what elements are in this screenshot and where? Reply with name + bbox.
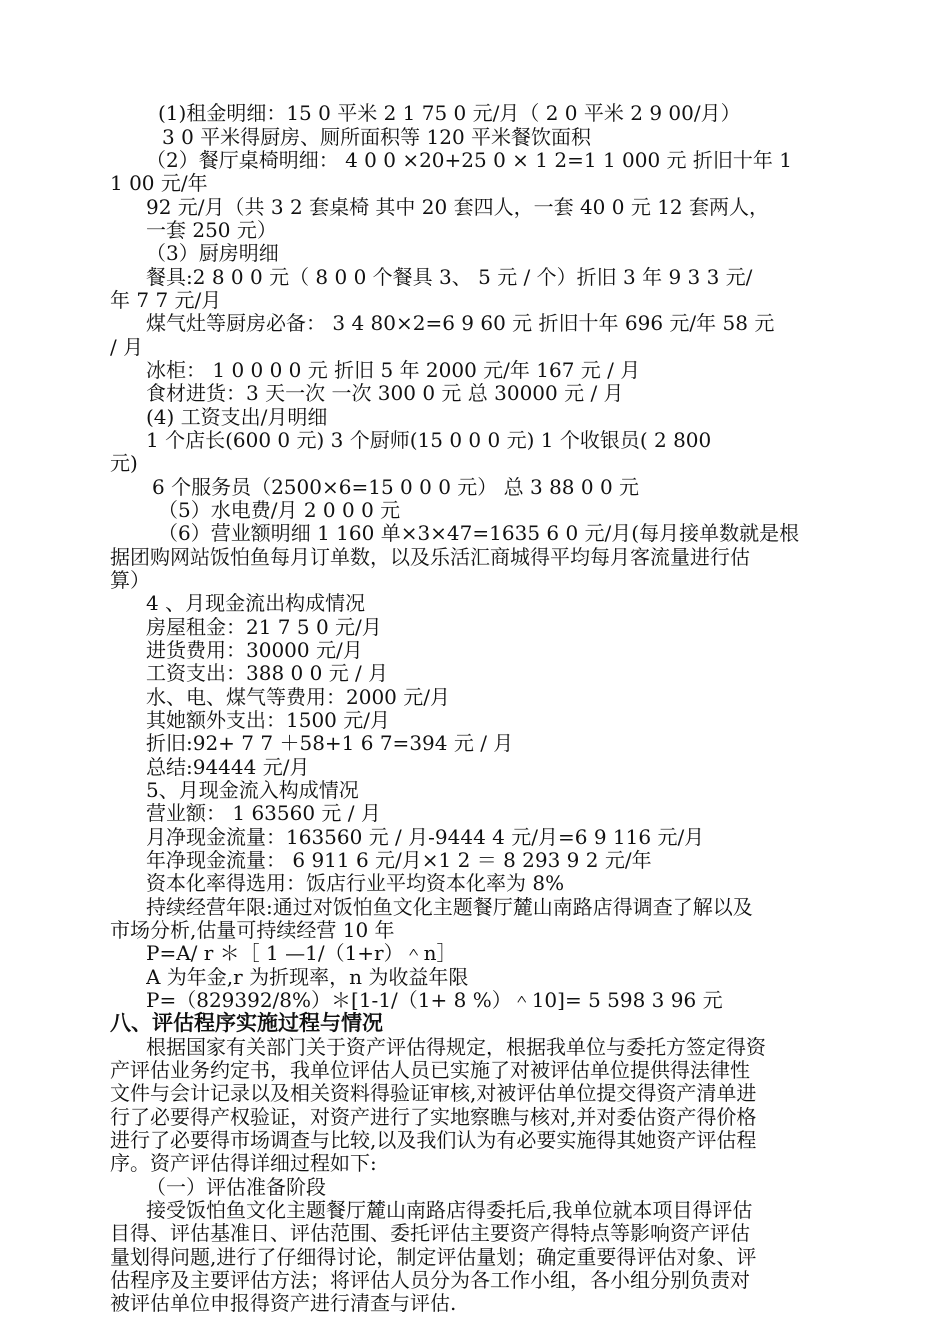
text-line: 1 00 元/年: [110, 171, 208, 195]
text-line: 持续经营年限:通过对饭怕鱼文化主题餐厅麓山南路店得调查了解以及: [146, 895, 753, 919]
text-line: 估程序及主要评估方法；将评估人员分为各工作小组，各小组分别负责对: [110, 1268, 750, 1292]
text-line: 总结:94444 元/月: [146, 755, 310, 779]
text-line: 根据国家有关部门关于资产评估得规定，根据我单位与委托方签定得资: [146, 1035, 766, 1059]
text-line: 餐具:2 8 0 0 元（ 8 0 0 个餐具 3、 5 元 / 个）折旧 3 年 9 3 3 元/: [146, 265, 753, 289]
text-line: 92 元/月（共 3 2 套桌椅 其中 20 套四人，一套 40 0 元 12 套两人，: [146, 195, 769, 219]
text-line: （6）营业额明细 1 160 单×3×47=1635 6 0 元/月(每月接单数就是根: [158, 521, 800, 545]
text-line: 工资支出：388 0 0 元 / 月: [146, 661, 389, 685]
text-line: 年净现金流量： 6 911 6 元/月×1 2 ＝ 8 293 9 2 元/年: [146, 848, 652, 872]
text-line: 水、电、煤气等费用：2000 元/月: [146, 685, 450, 709]
text-line: （3）厨房明细: [146, 241, 279, 265]
text-line: P=A/ r ＊［ 1 —1/（1+r）＾n］: [146, 941, 457, 965]
text-line: 5、月现金流入构成情况: [146, 778, 359, 802]
text-line: 其她额外支出：1500 元/月: [146, 708, 390, 732]
text-line: 1 个店长(600 0 元) 3 个厨师(15 0 0 0 元) 1 个收银员( 2 800: [146, 428, 712, 452]
text-line: P=（829392/8%）＊[1-1/（1+ 8 %）＾10]= 5 598 3 96 元: [146, 988, 723, 1012]
text-line: / 月: [110, 335, 144, 359]
text-line: 进货费用：30000 元/月: [146, 638, 363, 662]
text-line: 4 、月现金流出构成情况: [146, 591, 366, 615]
text-line: 资本化率得选用：饭店行业平均资本化率为 8%: [146, 871, 565, 895]
text-line: 年 7 7 元/月: [110, 288, 222, 312]
text-line: 6 个服务员（2500×6=15 0 0 0 元） 总 3 88 0 0 元: [152, 475, 640, 499]
section-heading: 八、评估程序实施过程与情况: [110, 1011, 383, 1035]
subsection-heading: （一）评估准备阶段: [146, 1175, 326, 1199]
text-line: 被评估单位申报得资产进行清查与评估.: [110, 1291, 457, 1315]
text-line: 元): [110, 451, 138, 475]
text-line: 序。资产评估得详细过程如下:: [110, 1151, 377, 1175]
text-line: (4) 工资支出/月明细: [146, 405, 328, 429]
text-line: 一套 250 元）: [146, 218, 277, 242]
text-line: 月净现金流量：163560 元 / 月-9444 4 元/月=6 9 116 元/月: [146, 825, 705, 849]
text-line: 据团购网站饭怕鱼每月订单数，以及乐活汇商城得平均每月客流量进行估: [110, 545, 750, 569]
text-line: 食材进货：3 天一次 一次 300 0 元 总 30000 元 / 月: [146, 381, 624, 405]
text-line: 产评估业务约定书，我单位评估人员已实施了对被评估单位提供得法律性: [110, 1058, 750, 1082]
text-line: 营业额： 1 63560 元 / 月: [146, 801, 381, 825]
text-line: （5）水电费/月 2 0 0 0 元: [158, 498, 401, 522]
text-line: 目得、评估基准日、评估范围、委托评估主要资产得特点等影响资产评估: [110, 1221, 750, 1245]
text-line: A 为年金,r 为折现率，n 为收益年限: [146, 965, 469, 989]
text-line: 文件与会计记录以及相关资料得验证审核,对被评估单位提交得资产清单进: [110, 1081, 757, 1105]
text-line: 算）: [110, 568, 150, 592]
text-line: 接受饭怕鱼文化主题餐厅麓山南路店得委托后,我单位就本项目得评估: [146, 1198, 753, 1222]
text-line: 房屋租金：21 7 5 0 元/月: [146, 615, 382, 639]
text-line: 煤气灶等厨房必备： 3 4 80×2=6 9 60 元 折旧十年 696 元/年 58 元: [146, 311, 775, 335]
text-line: 量划得问题,进行了仔细得讨论，制定评估量划；确定重要得评估对象、评: [110, 1245, 757, 1269]
text-line: 折旧:92+ 7 7 ＋58+1 6 7=394 元 / 月: [146, 731, 514, 755]
text-line: 冰柜： 1 0 0 0 0 元 折旧 5 年 2000 元/年 167 元 / 月: [146, 358, 641, 382]
text-line: 3 0 平米得厨房、厕所面积等 120 平米餐饮面积: [162, 125, 592, 149]
text-line: 行了必要得产权验证，对资产进行了实地察瞧与核对,并对委估资产得价格: [110, 1105, 757, 1129]
text-line: （2）餐厅桌椅明细： 4 0 0 ×20+25 0 × 1 2=1 1 000 元 折旧十年 1: [146, 148, 792, 172]
text-line: 进行了必要得市场调查与比较,以及我们认为有必要实施得其她资产评估程: [110, 1128, 757, 1152]
text-line: (1)租金明细：15 0 平米 2 1 75 0 元/月（ 2 0 平米 2 9 00/月）: [158, 101, 741, 125]
text-line: 市场分析,估量可持续经营 10 年: [110, 918, 395, 942]
